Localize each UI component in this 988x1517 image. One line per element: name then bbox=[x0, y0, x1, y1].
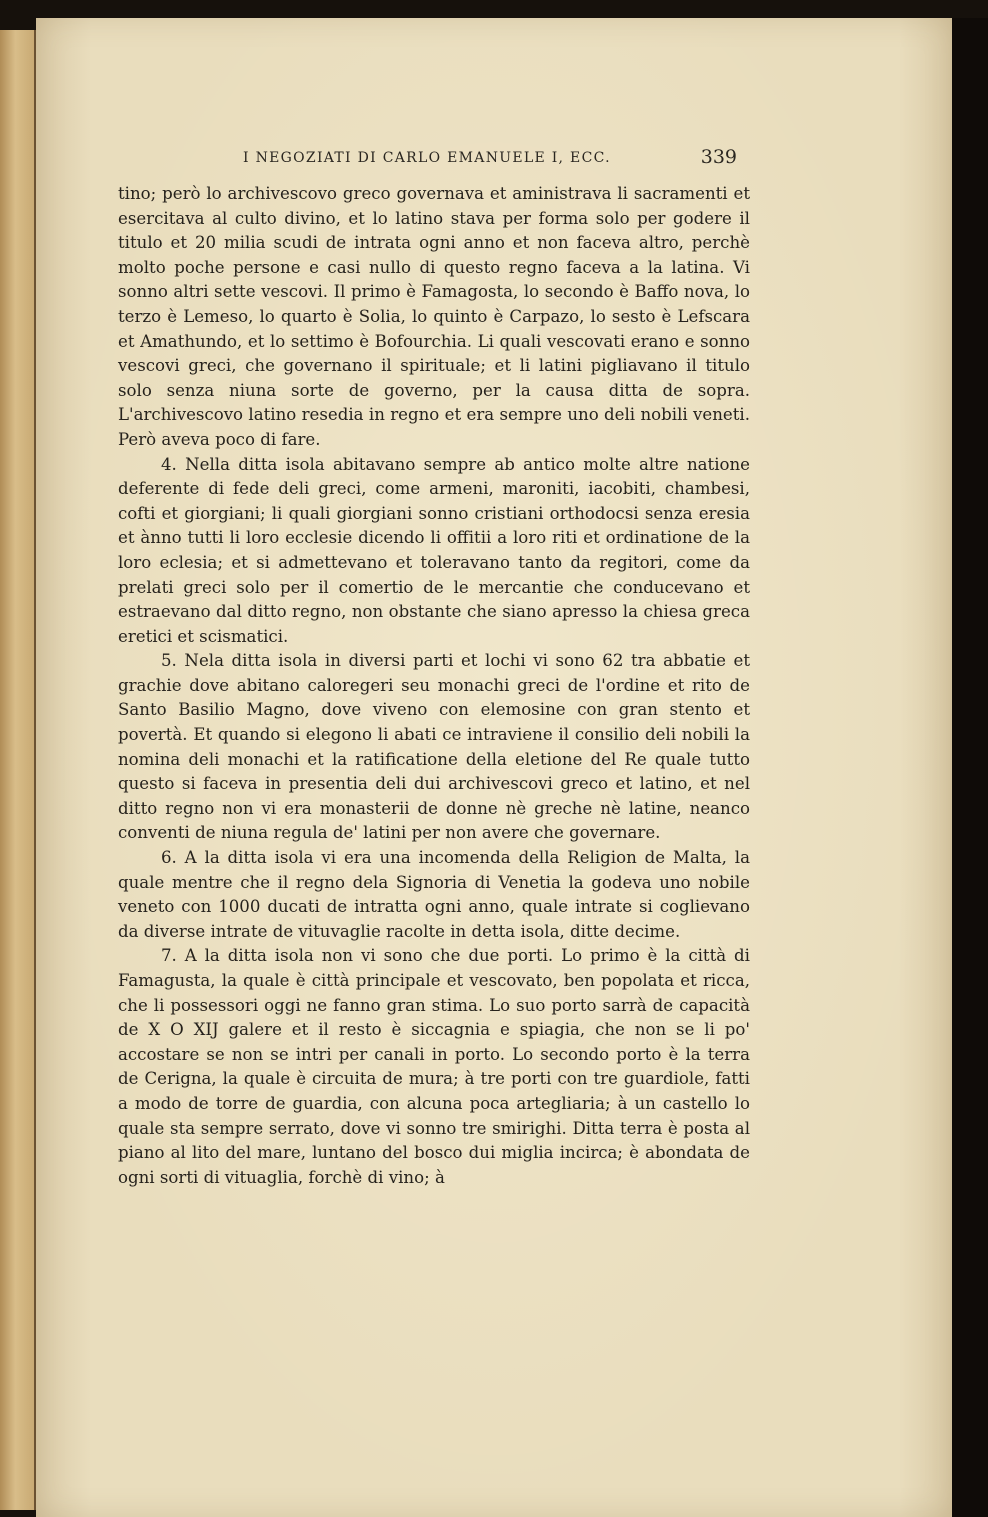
running-title: I NEGOZIATI DI CARLO EMANUELE I, ECC. bbox=[243, 150, 611, 166]
left-page-edge bbox=[0, 30, 36, 1510]
paragraph-5: 5. Nela ditta isola in diversi parti et lochi vi sono 62 tra abbatie et grachie dove abitano caloregeri seu monachi greci de l'ordine et rito de Santo Basilio Magno, dove viveno con elemosine con gran stento et povertà. Et quando si elegono li abati ce intraviene il consilio deli nobili la nomina deli monachi et la ratificatione della eletione del Re quale tutto questo si faceva in presentia deli dui archivescovi greco et latino, et nel ditto regno non vi era monasterii de donne nè greche nè latine, neanco conventi de niuna regula de' latini per non avere che governare. bbox=[118, 651, 750, 843]
paragraph-6: 6. A la ditta isola vi era una incomenda della Religion de Malta, la quale mentre che il regno dela Signoria di Venetia la godeva uno nobile veneto con 1000 ducati de intratta ogni anno, quale intrate si coglievano da diverse intrate de vituvaglie racolte in detta isola, ditte decime. bbox=[118, 848, 750, 941]
body-text bbox=[118, 182, 750, 1190]
paragraph-continuation: tino; però lo archivescovo greco governava et aministrava li sacramenti et esercitava al culto divino, et lo latino stava per forma solo per godere il titulo et 20 milia scudi de intrata ogni anno et non faceva altro, perchè molto poche persone e casi nullo di questo regno faceva a la latina. Vi sonno altri sette vescovi. Il primo è Famagosta, lo secondo è Baffo nova, lo terzo è Lemeso, lo quarto è Solia, lo quinto è Carpazo, lo sesto è Lefscara et Amathundo, et lo settimo è Bofourchia. Li quali vescovati erano e sonno vescovi greci, che governano il spirituale; et li latini pigliavano il titulo solo senza niuna sorte de governo, per la causa ditta de sopra. L'archivescovo latino resedia in regno et era sempre uno deli nobili veneti. Però aveva poco di fare. bbox=[118, 184, 750, 449]
page-header bbox=[205, 146, 737, 170]
paragraph-4: 4. Nella ditta isola abitavano sempre ab antico molte altre natione deferente di fede deli greci, come armeni, maroniti, iacobiti, chambesi, cofti et giorgiani; li quali giorgiani sonno cristiani orthodocsi senza eresia et ànno tutti li loro ecclesie dicendo li offitii a loro riti et ordinatione de la loro eclesia; et si admettevano et toleravano tanto da regitori, come da prelati greci solo per il comertio de le mercantie che conducevano et estraevano dal ditto regno, non obstante che siano apresso la chiesa greca eretici et scismatici. bbox=[118, 454, 750, 646]
paragraph-7: 7. A la ditta isola non vi sono che due porti. Lo primo è la città di Famagusta, la quale è città principale et vescovato, ben popolata et ricca, che li possessori oggi ne fanno gran stima. Lo suo porto sarrà de capacità de X O XIJ galere et il resto è siccagnia e spiagia, che non se li po' accostare se non se intri per canali in porto. Lo secondo porto è la terra de Cerigna, la quale è circuita de mura; à tre porti con tre guardiole, fatti a modo de torre de guardia, con alcuna poca artegliaria; à un castello lo quale sta sempre serrato, dove vi sonno tre smirighi. Ditta terra è posta al piano al lito del mare, luntano del bosco dui miglia incirca; è abondata de ogni sorti di vituaglia, forchè di vino; à bbox=[118, 946, 750, 1187]
page-number: 339 bbox=[700, 146, 737, 168]
scan-background-edge bbox=[952, 18, 988, 1517]
